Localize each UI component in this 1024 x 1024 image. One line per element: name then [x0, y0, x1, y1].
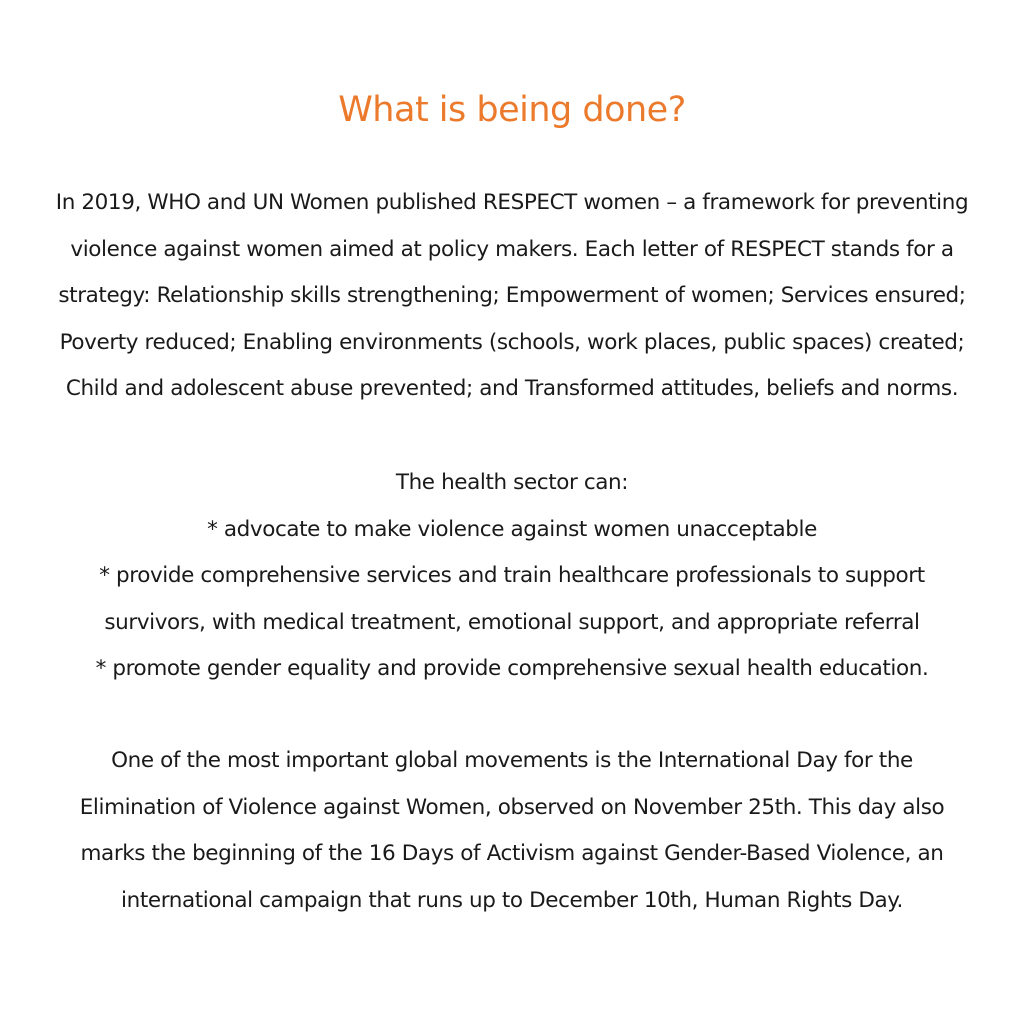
paragraph-line: violence against women aimed at policy makers. Each letter of RESPECT stands for a [70, 236, 954, 262]
list-item: * promote gender equality and provide comprehensive sexual health education. [95, 656, 929, 681]
list-item-continuation: survivors, with medical treatment, emotional support, and appropriate referral [104, 609, 920, 635]
paragraph-line: Poverty reduced; Enabling environments (schools, work places, public spaces) created; [59, 329, 965, 355]
health-sector-list [24, 460, 1000, 693]
list-item: * advocate to make violence against women unacceptable [207, 516, 817, 542]
list-item: * provide comprehensive services and train healthcare professionals to support [99, 563, 925, 588]
paragraph-line: In 2019, WHO and UN Women published RESPECT women – a framework for preventing [55, 190, 969, 215]
page-title: What is being done? [338, 90, 686, 130]
health-sector-intro: The health sector can: [395, 470, 629, 495]
paragraph-line: One of the most important global movements is the International Day for the [111, 748, 913, 773]
paragraph-line: marks the beginning of the 16 Days of Activism against Gender-Based Violence, an [80, 841, 944, 866]
paragraph-line: international campaign that runs up to December 10th, Human Rights Day. [121, 887, 903, 913]
paragraph-line: Child and adolescent abuse prevented; and Transformed attitudes, beliefs and norms. [65, 376, 959, 401]
paragraph-line: strategy: Relationship skills strengthening; Empowerment of women; Services ensured; [58, 283, 966, 308]
international-day-paragraph [24, 738, 1000, 924]
paragraph-line: Elimination of Violence against Women, observed on November 25th. This day also [79, 794, 945, 820]
respect-paragraph [24, 180, 1000, 413]
